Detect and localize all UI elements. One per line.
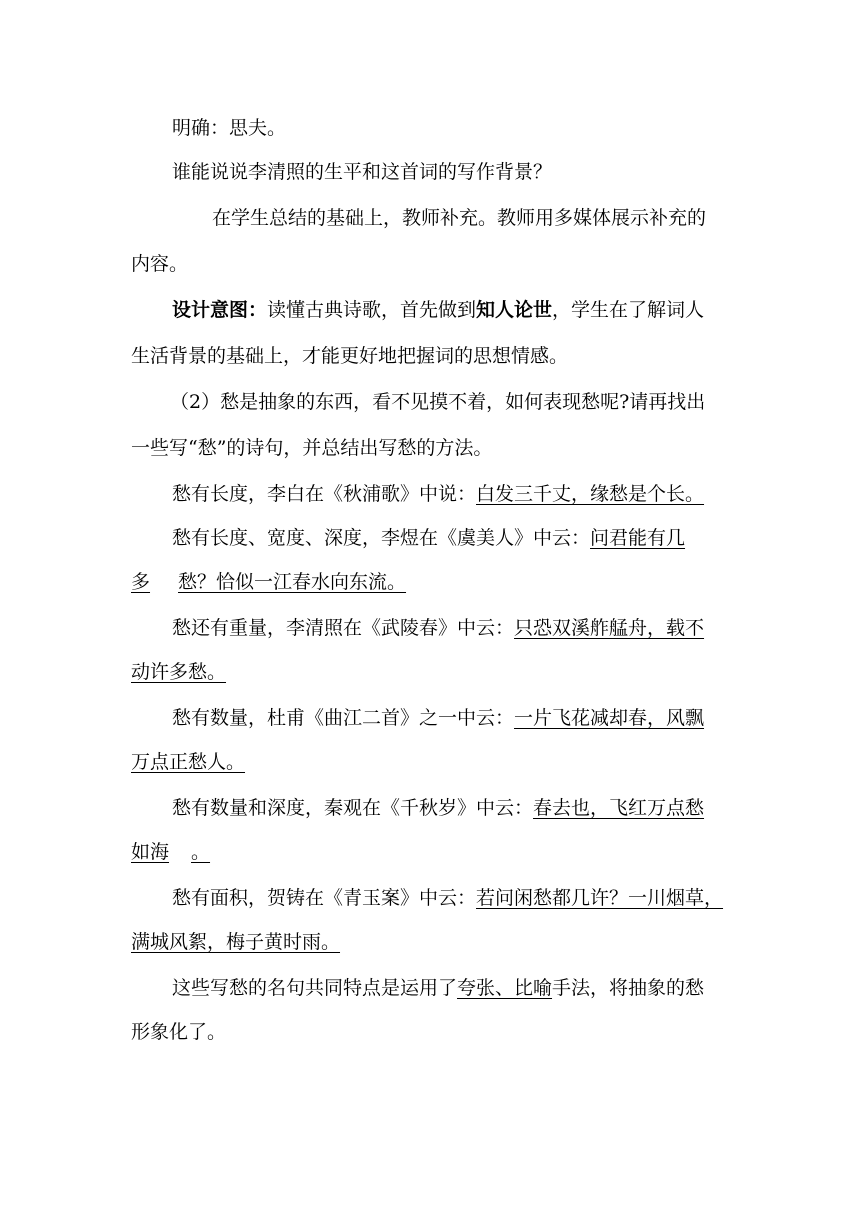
paragraph-line bbox=[131, 840, 210, 864]
question-text: 谁能说说李清照的生平和这首词的写作背景？ bbox=[172, 161, 553, 183]
body-text: 愁有面积，贺铸在《青玉案》中云： bbox=[172, 887, 477, 909]
body-text: （2）愁是抽象的东西，看不见摸不着，如何表现愁呢?请再找出 bbox=[170, 391, 706, 413]
body-text: 读懂古典诗歌，首先做到 bbox=[267, 299, 477, 321]
paragraph-line bbox=[172, 976, 704, 1000]
paragraph-line bbox=[172, 298, 704, 322]
body-text: 在学生总结的基础上，教师补充。教师用多媒体展示补充的 bbox=[212, 207, 707, 229]
bold-term: 知人论世 bbox=[476, 299, 553, 321]
body-text: 形象化了。 bbox=[131, 1021, 227, 1043]
paragraph-line bbox=[131, 252, 188, 276]
body-text: 愁有数量和深度，秦观在《千秋岁》中云： bbox=[172, 797, 534, 819]
paragraph-line bbox=[172, 526, 685, 550]
body-text: 手法，将抽象的愁 bbox=[552, 977, 705, 999]
paragraph-line bbox=[172, 482, 704, 506]
paragraph-line bbox=[172, 616, 704, 640]
paragraph-line bbox=[131, 750, 245, 774]
body-text: ，学生在了解词人 bbox=[552, 299, 705, 321]
quoted-verse: 一片飞花减却春，风飘 bbox=[514, 707, 705, 729]
body-text: 一些写“愁”的诗句，并总结出写愁的方法。 bbox=[131, 437, 493, 459]
quoted-verse: 问君能有几 bbox=[590, 527, 686, 549]
paragraph-line bbox=[172, 796, 704, 820]
quoted-verse: 动许多愁。 bbox=[131, 661, 227, 683]
paragraph-line bbox=[212, 206, 706, 230]
quoted-verse: 春去也，飞红万点愁 bbox=[533, 797, 705, 819]
quoted-verse: 只恐双溪舴艋舟，载不 bbox=[514, 617, 705, 639]
quoted-verse: 。 bbox=[191, 841, 211, 863]
paragraph-line bbox=[131, 1020, 226, 1044]
design-intent-label: 设计意图： bbox=[172, 299, 268, 321]
paragraph-line bbox=[170, 390, 705, 414]
quoted-verse: 满城风絮，梅子黄时雨。 bbox=[131, 931, 341, 953]
quoted-verse: 白发三千丈，缘愁是个长。 bbox=[476, 483, 705, 505]
paragraph-line bbox=[131, 344, 568, 368]
quoted-verse: 多 bbox=[131, 571, 151, 593]
quoted-verse: 如海 bbox=[131, 841, 170, 863]
paragraph-line bbox=[172, 116, 286, 140]
paragraph-line bbox=[131, 930, 340, 954]
technique-term: 夸张、比喻 bbox=[457, 977, 553, 999]
body-text: 愁有数量，杜甫《曲江二首》之一中云： bbox=[172, 707, 515, 729]
paragraph-line bbox=[172, 160, 552, 184]
body-text: 愁有长度，李白在《秋浦歌》中说： bbox=[172, 483, 477, 505]
paragraph-line bbox=[131, 436, 492, 460]
paragraph-line bbox=[172, 886, 723, 910]
answer-text: 明确：思夫。 bbox=[172, 117, 287, 139]
quoted-verse: 若问闲愁都几许？一川烟草， bbox=[476, 887, 724, 909]
paragraph-line bbox=[131, 570, 406, 594]
body-text: 生活背景的基础上，才能更好地把握词的思想情感。 bbox=[131, 345, 569, 367]
body-text: 愁还有重量，李清照在《武陵春》中云： bbox=[172, 617, 515, 639]
body-text: 愁有长度、宽度、深度，李煜在《虞美人》中云： bbox=[172, 527, 591, 549]
body-text: 这些写愁的名句共同特点是运用了 bbox=[172, 977, 458, 999]
body-text: 内容。 bbox=[131, 253, 189, 275]
quoted-verse: 万点正愁人。 bbox=[131, 751, 246, 773]
paragraph-line bbox=[131, 660, 226, 684]
quoted-verse: 愁？恰似一江春水向东流。 bbox=[178, 571, 407, 593]
paragraph-line bbox=[172, 706, 704, 730]
